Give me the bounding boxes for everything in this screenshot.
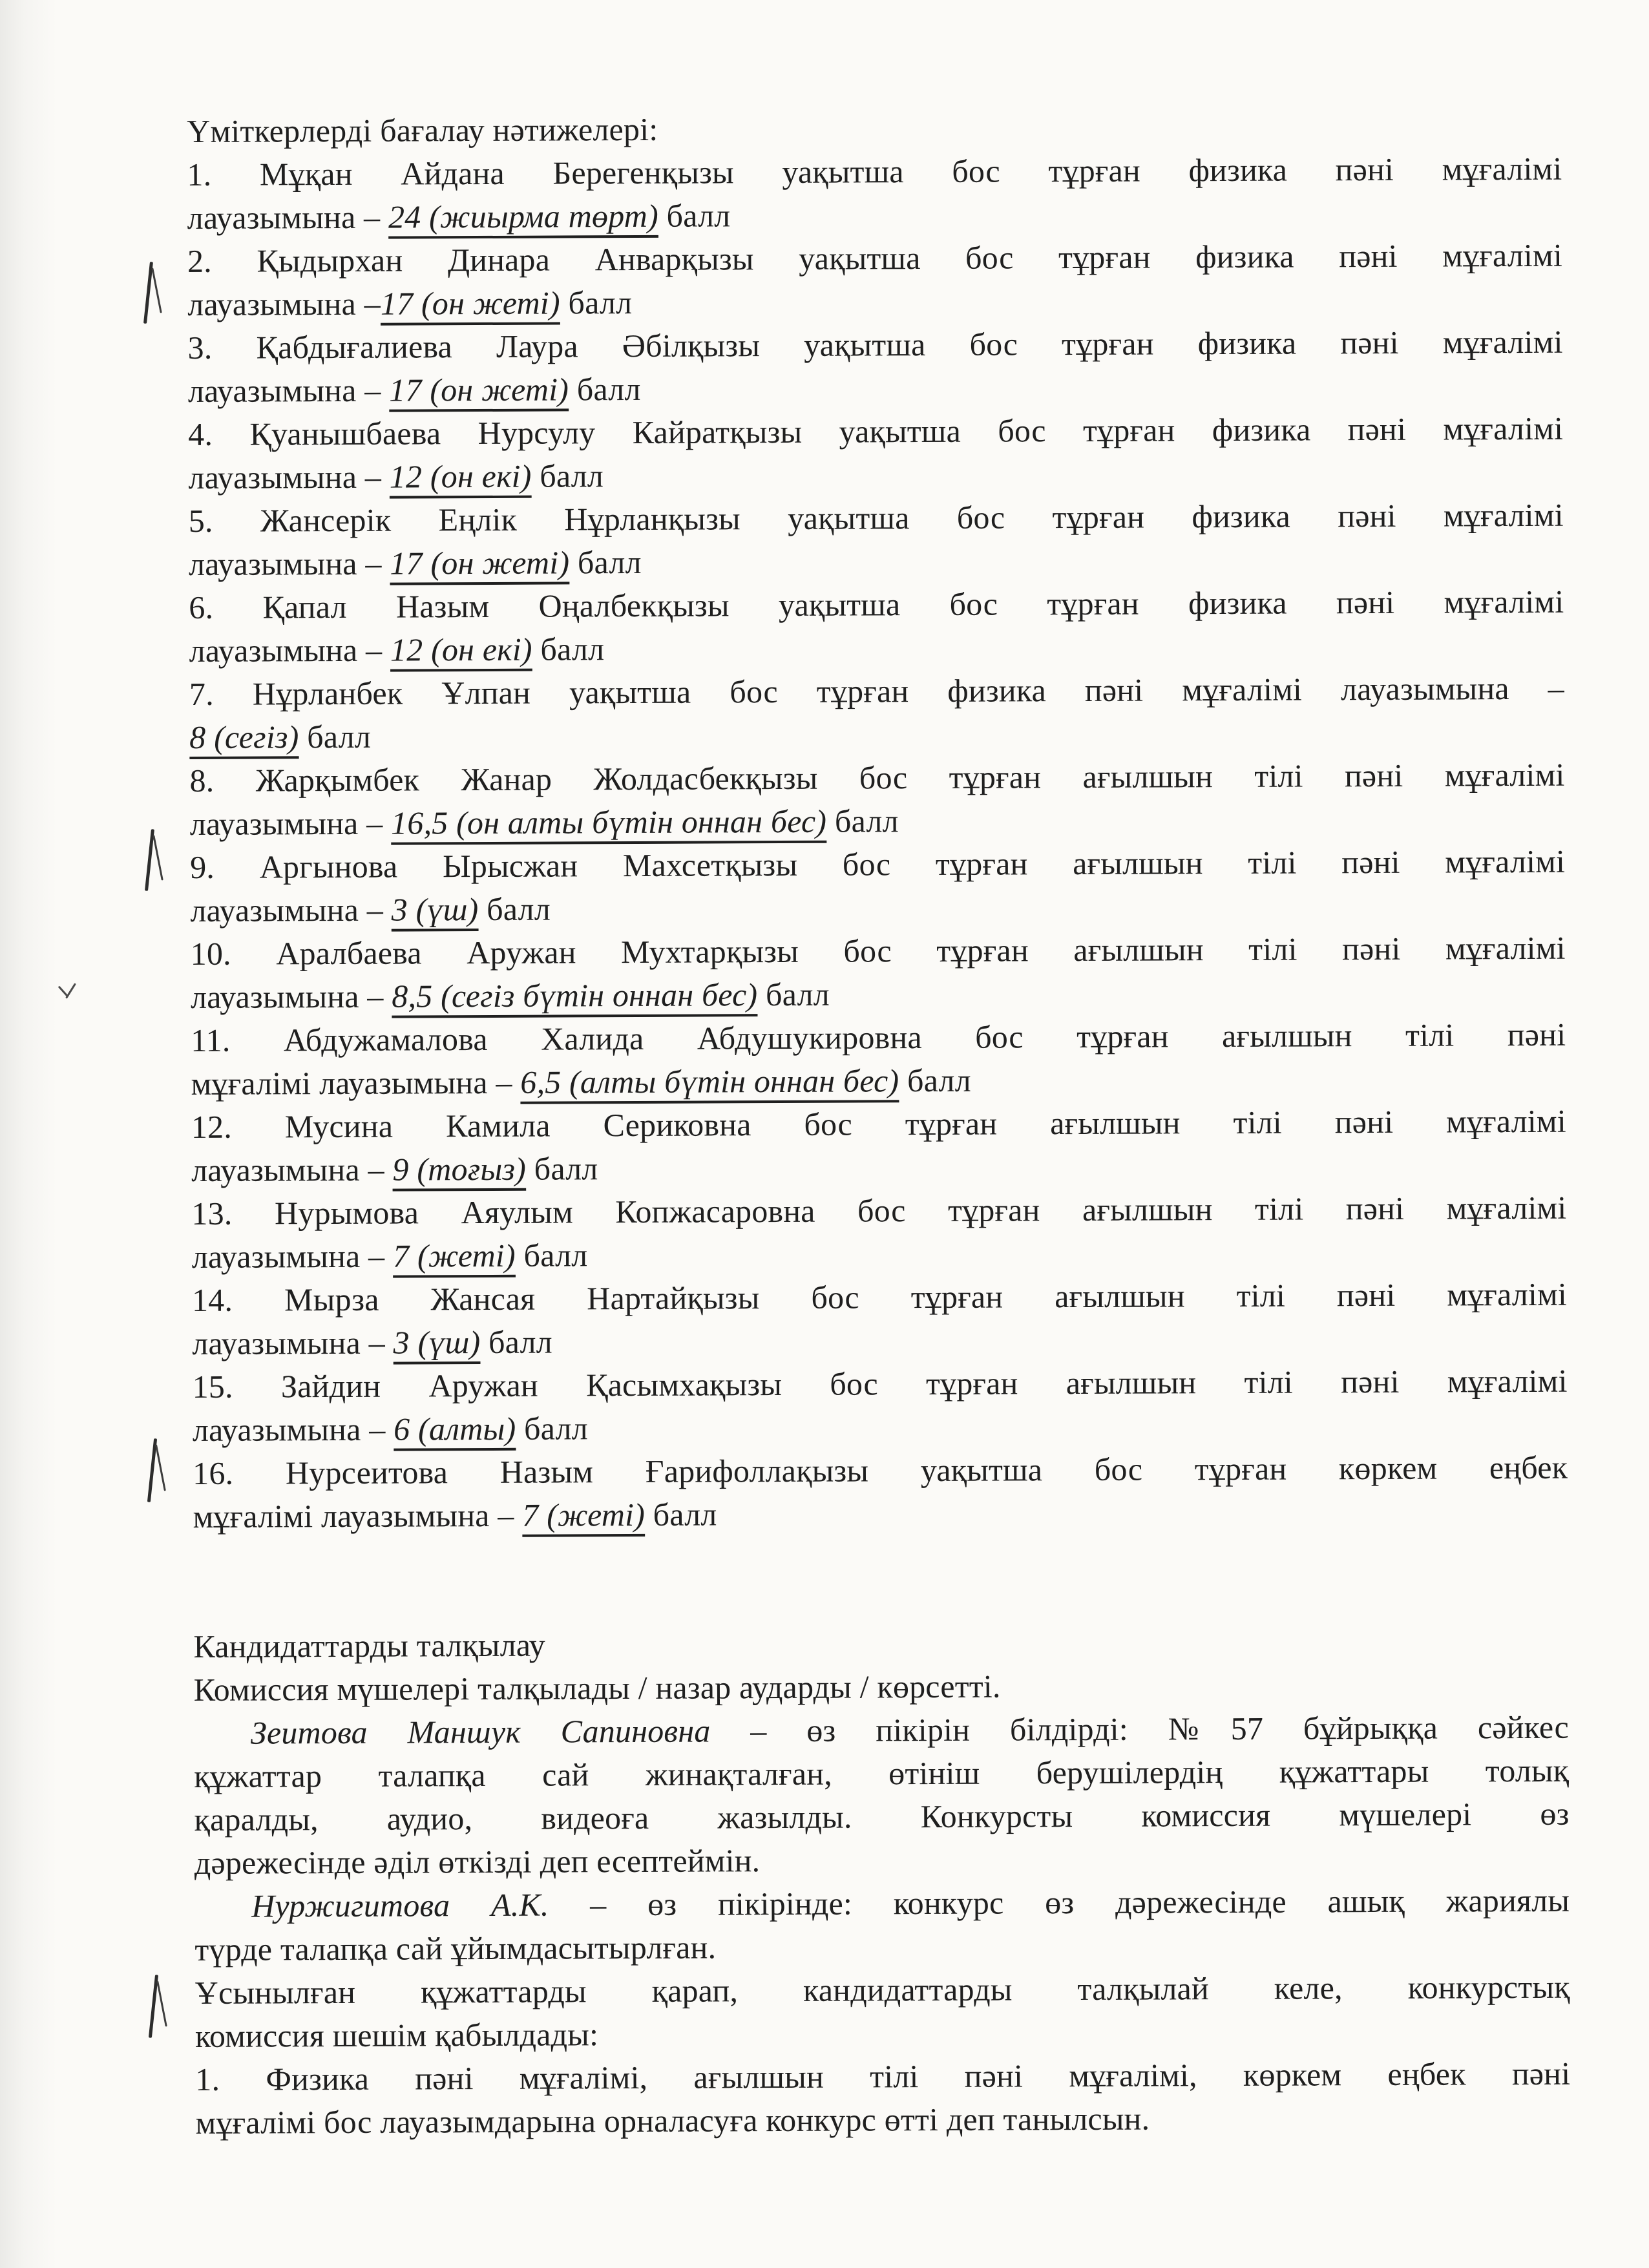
score-suffix: балл: [525, 1150, 598, 1187]
position-text: лауазымына –: [187, 372, 390, 409]
position-text: лауазымына –: [191, 1151, 393, 1188]
result-11-line-2: [191, 1056, 1566, 1106]
score-value: 17 (он жеті): [390, 544, 570, 582]
score-value: 6 (алты): [394, 1410, 516, 1447]
result-7-line-1: 7. Нұрланбек Ұлпан уақытша бос тұрған физика пәні мұғалімі лауазымына –: [189, 669, 1565, 712]
position-text: лауазымына –: [187, 198, 389, 236]
result-9-line-1: 9. Аргынова Ырысжан Махсетқызы бос тұрған ағылшын тілі пәні мұғалімі: [189, 843, 1566, 885]
result-15-line-1: 15. Зайдин Аружан Қасымхақызы бос тұрған ағылшын тілі пәні мұғалімі: [192, 1362, 1568, 1405]
result-6-line-2: [189, 624, 1564, 673]
score-suffix: балл: [478, 890, 551, 928]
score-value: 7 (жеті): [392, 1237, 516, 1274]
zeitova-paragraph-line-3: қаралды, аудио, видеоға жазылды. Конкурсты комиссия мүшелері өз: [194, 1795, 1570, 1838]
result-3-line-1: 3. Қабдығалиева Лаура Әбілқызы уақытша бос тұрған физика пәні мұғалімі: [187, 323, 1563, 366]
speaker-name: Зеитова Маншук Сапиновна: [250, 1712, 711, 1751]
position-text: лауазымына –: [187, 285, 381, 322]
result-13-line-2: [192, 1230, 1567, 1279]
score-value: 6,5 (алты бүтін оннан бес): [520, 1062, 899, 1100]
result-14-line-1: 14. Мырза Жансая Нартайқызы бос тұрған ағылшын тілі пәні мұғалімі: [191, 1276, 1568, 1318]
score-suffix: балл: [899, 1062, 971, 1099]
result-4-line-2: [188, 450, 1563, 499]
position-text: лауазымына –: [189, 804, 392, 842]
speech-text: – өз пікірін білдірді: №57 бұйрыққа сәйкес: [710, 1708, 1570, 1749]
score-value: 24 (жиырма төрт): [388, 197, 658, 235]
result-14-line-2: [192, 1316, 1567, 1365]
result-9-line-2: [190, 883, 1565, 932]
score-suffix: балл: [560, 284, 633, 321]
result-3-line-2: [188, 364, 1563, 413]
score-suffix: балл: [531, 457, 604, 494]
decision-item-line-2: мұғалімі бос лауазымдарына орналасуға конкурс өтті деп танылсын.: [195, 2100, 1150, 2141]
score-value: 12 (он екі): [390, 631, 532, 668]
result-1-line-1: 1. Мұқан Айдана Берегенқызы уақытша бос тұрған физика пәні мұғалімі: [187, 150, 1562, 193]
result-1-line-2: [187, 191, 1562, 240]
position-text: лауазымына –: [192, 1411, 394, 1448]
score-value: 3 (үш): [393, 1324, 481, 1361]
result-16-line-1: 16. Нурсеитова Назым Ғарифоллақызы уақытша бос тұрған көркем еңбек: [193, 1449, 1568, 1491]
section-heading-discussion: Кандидаттарды талқылау: [193, 1626, 545, 1664]
position-text: лауазымына –: [192, 1324, 394, 1361]
scan-artifact: [147, 1975, 169, 2043]
scan-artifact: [146, 1438, 168, 1508]
score-suffix: балл: [516, 1410, 588, 1447]
result-12-line-2: [191, 1143, 1566, 1192]
score-suffix: балл: [532, 631, 605, 667]
position-text: лауазымына –: [188, 458, 390, 496]
result-8-line-2: [190, 797, 1565, 846]
result-10-line-1: 10. Аралбаева Аружан Мухтарқызы бос тұрған ағылшын тілі пәні мұғалімі: [190, 929, 1566, 972]
result-2-line-2: [187, 277, 1562, 326]
result-2-line-1: 2. Қыдырхан Динара Анварқызы уақытша бос тұрған физика пәні мұғалімі: [187, 236, 1563, 279]
result-16-line-2: [193, 1489, 1568, 1538]
position-text: лауазымына –: [190, 891, 392, 929]
score-value: 17 (он жеті): [389, 371, 569, 408]
zeitova-paragraph-line-1: [194, 1706, 1569, 1755]
result-11-line-1: 11. Абдужамалова Халида Абдушукировна бос тұрған ағылшын тілі пәні: [191, 1016, 1566, 1058]
score-value: 17 (он жеті): [380, 284, 560, 322]
position-text: лауазымына –: [191, 1237, 394, 1275]
commission-note-line: Комиссия мүшелері талқылады / назар аударды / көрсетті.: [193, 1668, 1001, 1708]
speaker-name: Нуржигитова А.К.: [251, 1886, 549, 1924]
result-15-line-2: [193, 1403, 1568, 1452]
score-suffix: балл: [480, 1323, 552, 1361]
zeitova-paragraph-line-4: дәрежесінде әділ өткізді деп есептеймін.: [194, 1842, 761, 1881]
score-suffix: балл: [568, 370, 641, 408]
position-text: лауазымына –: [189, 631, 391, 669]
document-body: [187, 104, 1571, 2145]
decision-intro-line-1: Ұсынылған құжаттарды қарап, кандидаттарды талқылай келе, конкурстық: [194, 1968, 1570, 2011]
score-suffix: балл: [826, 803, 899, 839]
document-title: Үміткерлерді бағалау нәтижелері:: [187, 110, 658, 149]
score-suffix: балл: [644, 1496, 717, 1533]
result-5-line-2: [189, 537, 1564, 586]
score-value: 8 (сегіз): [189, 719, 299, 755]
zeitova-paragraph-line-2: құжаттар талапқа сай жинақталған, өтініш берушілердің құжаттары толық: [194, 1752, 1570, 1794]
scan-artifact: [143, 829, 165, 896]
result-5-line-1: 5. Жансерік Еңлік Нұрланқызы уақытша бос тұрған физика пәні мұғалімі: [188, 496, 1564, 539]
score-value: 9 (тоғыз): [392, 1150, 527, 1188]
scan-artifact: [142, 262, 164, 329]
result-12-line-1: 12. Мусина Камила Сериковна бос тұрған ағылшын тілі пәні мұғалімі: [191, 1102, 1566, 1145]
score-value: 7 (жеті): [522, 1496, 646, 1533]
score-value: 8,5 (сегіз бүтін оннан бес): [392, 976, 758, 1014]
score-suffix: балл: [515, 1237, 588, 1274]
scan-artifact: [59, 982, 83, 1002]
result-8-line-1: 8. Жарқымбек Жанар Жолдасбекқызы бос тұрған ағылшын тілі пәні мұғалімі: [189, 756, 1565, 799]
decision-intro-line-2: комиссия шешім қабылдады:: [194, 2016, 599, 2054]
nurzhigitova-paragraph-line-1: [194, 1879, 1570, 1928]
speech-text: – өз пікірінде: конкурс өз дәрежесінде ашық жариялы: [549, 1882, 1570, 1923]
result-10-line-2: [191, 970, 1566, 1019]
position-text: лауазымына –: [188, 545, 390, 582]
score-suffix: балл: [569, 543, 642, 581]
score-value: 12 (он екі): [389, 457, 532, 495]
decision-item-line-1: 1. Физика пәні мұғалімі, ағылшын тілі пәні мұғалімі, көркем еңбек пәні: [195, 2055, 1571, 2097]
score-value: 16,5 (он алты бүтін оннан бес): [390, 803, 827, 841]
score-suffix: балл: [299, 718, 372, 755]
nurzhigitova-paragraph-line-2: түрде талапқа сай ұйымдасытырлған.: [194, 1929, 717, 1968]
position-text: мұғалімі лауазымына –: [191, 1064, 521, 1102]
result-4-line-1: 4. Қуанышбаева Нурсулу Кайратқызы уақытша бос тұрған физика пәні мұғалімі: [188, 410, 1564, 452]
score-suffix: балл: [757, 976, 830, 1013]
score-suffix: балл: [658, 197, 731, 234]
position-text: лауазымына –: [190, 978, 392, 1015]
score-value: 3 (үш): [391, 891, 479, 928]
result-13-line-1: 13. Нурымова Аяулым Копжасаровна бос тұрған ағылшын тілі пәні мұғалімі: [191, 1189, 1567, 1232]
result-6-line-1: 6. Қапал Назым Оңалбекқызы уақытша бос тұрған физика пәні мұғалімі: [189, 583, 1564, 625]
position-text: мұғалімі лауазымына –: [193, 1496, 523, 1535]
result-7-line-2: [189, 710, 1564, 759]
